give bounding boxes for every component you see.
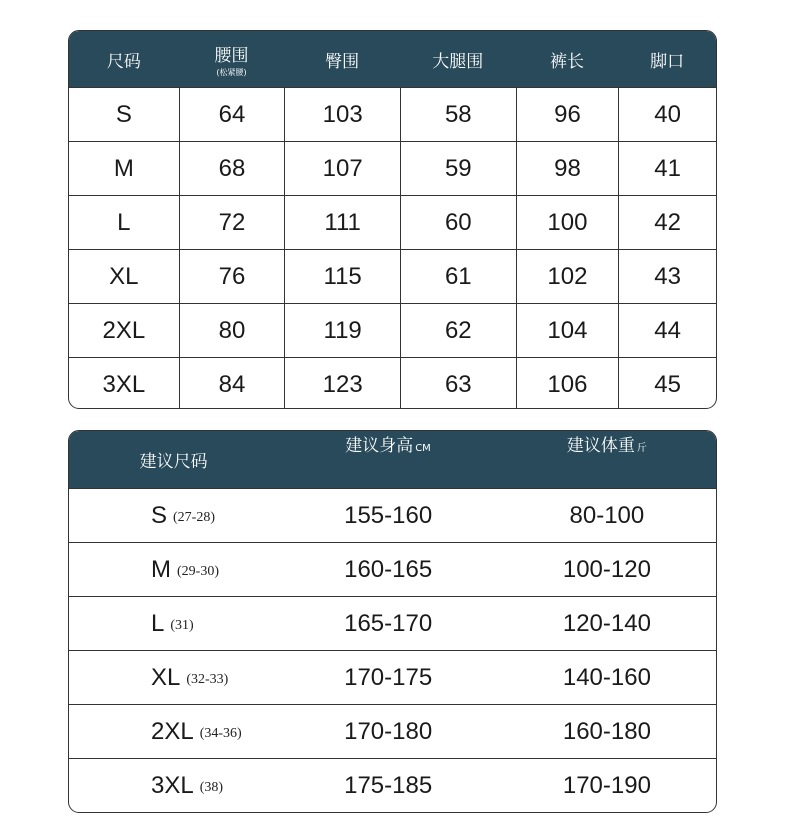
cell-waist: 68 (179, 142, 285, 195)
cell-height: 160-165 (344, 555, 433, 583)
cell-size: 2XL (102, 316, 146, 344)
table-row (69, 542, 716, 596)
cell-hem: 44 (618, 304, 716, 357)
header-label: 臀围 (325, 51, 360, 72)
size-label: 2XL (151, 717, 194, 745)
cell-length: 102 (516, 250, 619, 303)
cell-length: 96 (516, 88, 619, 141)
cell-size (69, 759, 279, 812)
cell-thigh: 59 (400, 142, 516, 195)
cell-height: 170-180 (344, 717, 433, 745)
cell-size: 3XL (102, 370, 146, 398)
header-size (69, 31, 179, 87)
table-row (69, 596, 716, 650)
cell-height: 170-175 (344, 663, 433, 691)
cell-length: 100 (516, 196, 619, 249)
cell-waist: 64 (179, 88, 285, 141)
header-unit: CM (415, 443, 431, 454)
size-label: L (151, 609, 165, 637)
cell-size (69, 705, 279, 758)
waist-range: (29-30) (177, 563, 219, 579)
cell-length: 104 (516, 304, 619, 357)
table-row (69, 303, 716, 357)
header-thigh (400, 31, 516, 87)
cell-thigh: 60 (400, 196, 516, 249)
table-row (69, 650, 716, 704)
cell-hip: 123 (284, 358, 400, 409)
cell-size: XL (109, 262, 139, 290)
table-row (69, 488, 716, 542)
table-row (69, 195, 716, 249)
size-recommendation-table (68, 430, 717, 813)
cell-thigh: 63 (400, 358, 516, 409)
header-label: 脚口 (650, 51, 685, 72)
header-label: 裤长 (549, 51, 584, 72)
cell-hip: 103 (284, 88, 400, 141)
cell-size (69, 489, 279, 542)
table-row (69, 704, 716, 758)
cell-height: 165-170 (344, 609, 433, 637)
cell-thigh: 58 (400, 88, 516, 141)
header-label: 建议体重 (566, 436, 635, 456)
waist-range: (34-36) (199, 725, 242, 741)
table-row (69, 87, 716, 141)
size-label: XL (151, 663, 181, 691)
waist-range: (38) (199, 779, 224, 795)
waist-range: (27-28) (173, 509, 216, 525)
cell-weight: 140-160 (562, 663, 651, 691)
table-row (69, 141, 716, 195)
header-length (516, 31, 619, 87)
cell-waist: 80 (179, 304, 285, 357)
table-row (69, 249, 716, 303)
cell-height: 155-160 (344, 501, 433, 529)
size-label: M (151, 555, 171, 583)
cell-weight: 120-140 (562, 609, 651, 637)
cell-weight: 170-190 (562, 771, 651, 799)
cell-size (69, 651, 279, 704)
cell-size: S (115, 100, 132, 128)
header-label: 建议尺码 (139, 452, 208, 472)
header-hem (618, 31, 716, 87)
cell-hip: 119 (284, 304, 400, 357)
cell-height: 175-185 (344, 771, 433, 799)
cell-size (69, 543, 279, 596)
cell-length: 106 (516, 358, 619, 409)
waist-range: (32-33) (186, 671, 229, 687)
cell-hem: 40 (618, 88, 716, 141)
cell-weight: 80-100 (569, 501, 645, 529)
cell-hem: 42 (618, 196, 716, 249)
cell-hip: 111 (284, 196, 400, 249)
header-label: 腰围 (214, 45, 249, 66)
waist-range: (31) (170, 617, 194, 633)
header-label: 建议身高 (345, 436, 414, 456)
table-row (69, 357, 716, 409)
header-hip (284, 31, 400, 87)
cell-length: 98 (516, 142, 619, 195)
cell-hip: 107 (284, 142, 400, 195)
header-label: 尺码 (106, 51, 141, 72)
cell-waist: 84 (179, 358, 285, 409)
cell-hem: 41 (618, 142, 716, 195)
cell-weight: 100-120 (562, 555, 651, 583)
header-recommended-size (69, 431, 278, 488)
cell-hem: 45 (618, 358, 716, 409)
cell-hem: 43 (618, 250, 716, 303)
cell-thigh: 62 (400, 304, 516, 357)
table-header (69, 431, 716, 488)
header-sublabel: (松紧腰) (216, 67, 247, 77)
cell-size: M (113, 154, 134, 182)
cell-thigh: 61 (400, 250, 516, 303)
header-label: 大腿围 (432, 51, 484, 72)
size-label: 3XL (151, 771, 194, 799)
header-recommended-height (278, 431, 497, 488)
cell-waist: 72 (179, 196, 285, 249)
table-row (69, 758, 716, 812)
cell-size (69, 597, 279, 650)
size-measurement-table (68, 30, 717, 409)
header-recommended-weight (498, 431, 716, 488)
table-header (69, 31, 716, 87)
cell-hip: 115 (284, 250, 400, 303)
header-unit: 斤 (636, 443, 647, 454)
cell-size: L (117, 208, 131, 236)
cell-weight: 160-180 (562, 717, 651, 745)
size-label: S (151, 501, 168, 529)
cell-waist: 76 (179, 250, 285, 303)
header-waist (179, 31, 285, 87)
